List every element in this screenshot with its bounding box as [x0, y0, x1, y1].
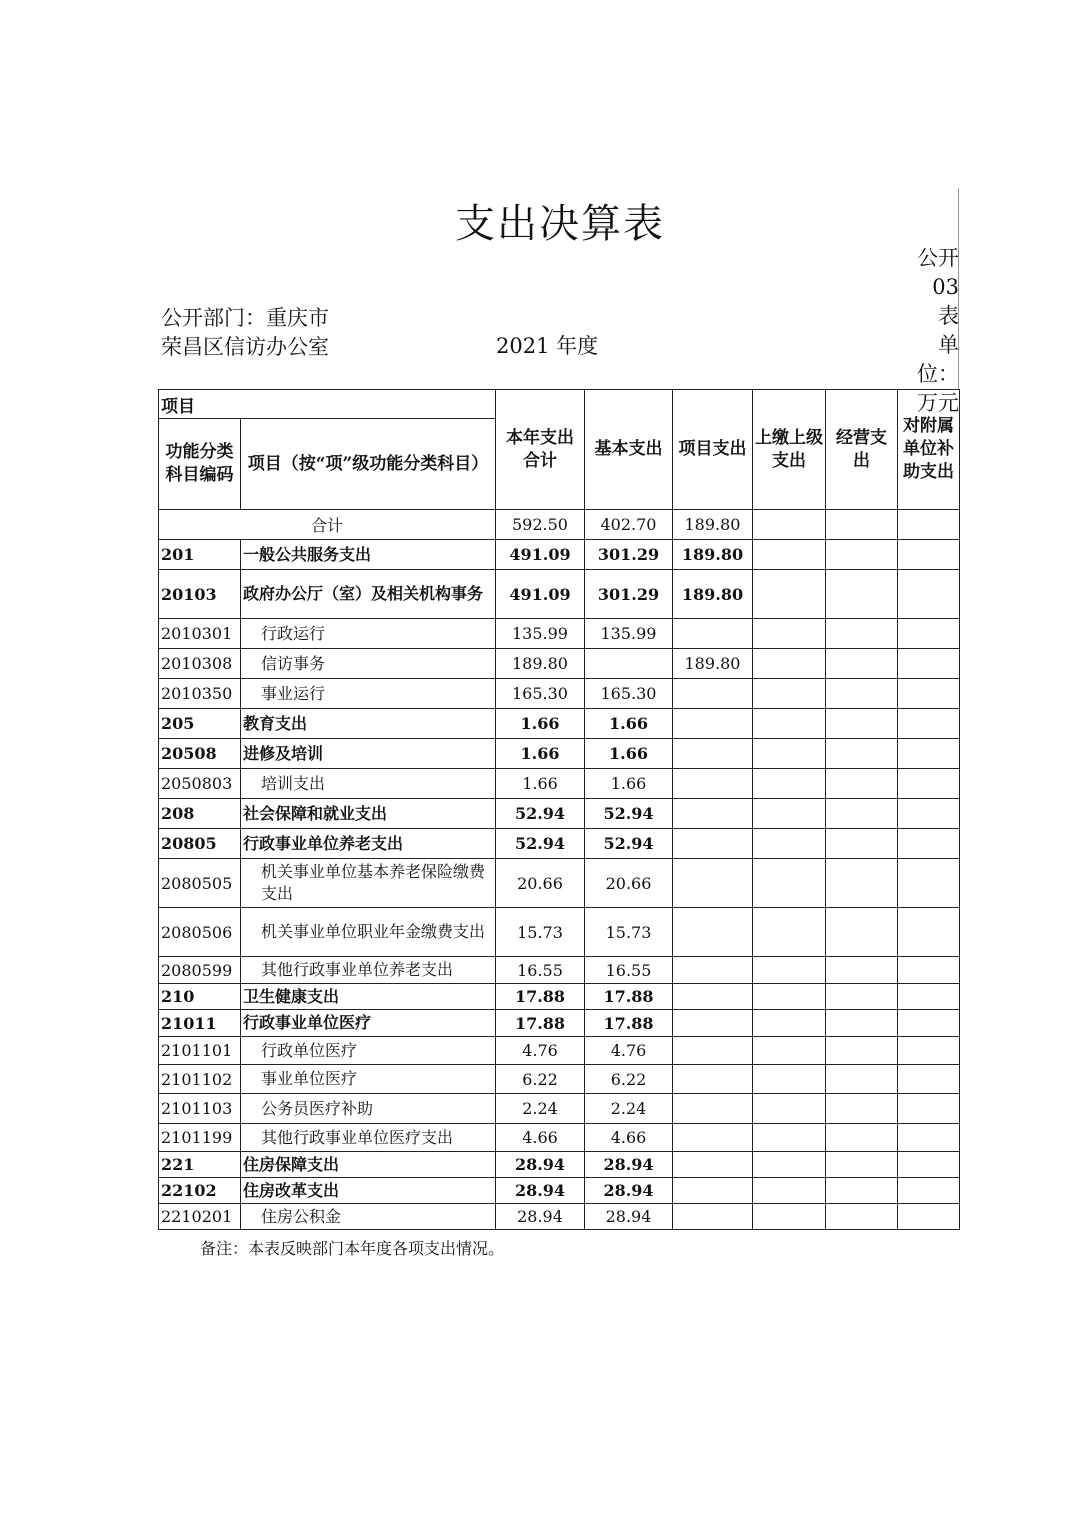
- row-business: [826, 957, 898, 984]
- row-project: 189.80: [673, 540, 753, 570]
- row-subsidy: [898, 540, 960, 570]
- row-code: 2010301: [159, 619, 241, 649]
- row-project: [673, 1152, 753, 1178]
- row-upper: [753, 1204, 826, 1230]
- footnote: 备注：本表反映部门本年度各项支出情况。: [200, 1239, 505, 1258]
- header-project: 项目: [159, 390, 496, 419]
- table-row: [159, 984, 960, 1010]
- row-project: [673, 829, 753, 859]
- row-code: 205: [159, 709, 241, 739]
- row-upper: [753, 540, 826, 570]
- row-code: 2101199: [159, 1124, 241, 1152]
- row-subsidy: [898, 1094, 960, 1124]
- row-project: [673, 1037, 753, 1065]
- row-upper: [753, 739, 826, 769]
- row-project: [673, 859, 753, 908]
- row-code: 2080505: [159, 859, 241, 908]
- row-basic: 165.30: [585, 679, 673, 709]
- row-upper: [753, 709, 826, 739]
- row-basic: 52.94: [585, 799, 673, 829]
- row-code: 2080506: [159, 908, 241, 957]
- table-row: [159, 709, 960, 739]
- row-code: 2101101: [159, 1037, 241, 1065]
- row-project: [673, 1094, 753, 1124]
- row-total: 135.99: [496, 619, 585, 649]
- row-subsidy: [898, 709, 960, 739]
- row-upper: [753, 1010, 826, 1037]
- table-row: [159, 908, 960, 957]
- row-subsidy: [898, 1010, 960, 1037]
- row-project: [673, 957, 753, 984]
- row-project: [673, 769, 753, 799]
- row-upper: [753, 829, 826, 859]
- table-row: [159, 1094, 960, 1124]
- row-upper: [753, 984, 826, 1010]
- row-total: 189.80: [496, 649, 585, 679]
- row-subsidy: [898, 769, 960, 799]
- row-name: 其他行政事业单位养老支出: [241, 957, 496, 984]
- row-subsidy: [898, 649, 960, 679]
- row-total: 17.88: [496, 984, 585, 1010]
- row-total: 17.88: [496, 1010, 585, 1037]
- row-total: 4.76: [496, 1037, 585, 1065]
- row-code: 210: [159, 984, 241, 1010]
- row-code: 2080599: [159, 957, 241, 984]
- row-name: 社会保障和就业支出: [241, 799, 496, 829]
- row-business: [826, 1010, 898, 1037]
- row-project: 189.80: [673, 649, 753, 679]
- form-no-line-2: 03 表: [932, 275, 959, 328]
- row-business: [826, 1178, 898, 1204]
- row-total: 16.55: [496, 957, 585, 984]
- row-basic: 135.99: [585, 619, 673, 649]
- row-total: 28.94: [496, 1178, 585, 1204]
- row-total: 28.94: [496, 1152, 585, 1178]
- row-name: 行政事业单位医疗: [241, 1010, 496, 1037]
- expenditure-table: [158, 389, 960, 1230]
- table-row: [159, 859, 960, 908]
- row-business: [826, 859, 898, 908]
- row-project: [673, 1010, 753, 1037]
- row-total: 1.66: [496, 709, 585, 739]
- row-subsidy: [898, 1152, 960, 1178]
- table-row: [159, 1178, 960, 1204]
- header-code: 功能分类科目编码: [159, 419, 241, 510]
- header-total: 本年支出合计: [496, 390, 585, 510]
- row-code: 201: [159, 540, 241, 570]
- row-business: [826, 984, 898, 1010]
- table-row: [159, 1065, 960, 1094]
- row-subsidy: [898, 1178, 960, 1204]
- total-upper: [753, 510, 826, 540]
- form-no-line-1: 公开: [917, 246, 959, 270]
- row-basic: 301.29: [585, 540, 673, 570]
- row-business: [826, 619, 898, 649]
- total-row: [159, 510, 960, 540]
- header-upper: 上缴上级支出: [753, 390, 826, 510]
- row-upper: [753, 769, 826, 799]
- row-total: 52.94: [496, 829, 585, 859]
- row-upper: [753, 908, 826, 957]
- row-name: 行政事业单位养老支出: [241, 829, 496, 859]
- total-basic: 402.70: [585, 510, 673, 540]
- row-project: [673, 739, 753, 769]
- row-code: 2210201: [159, 1204, 241, 1230]
- row-code: 22102: [159, 1178, 241, 1204]
- row-basic: 28.94: [585, 1178, 673, 1204]
- row-name: 机关事业单位职业年金缴费支出: [241, 908, 496, 957]
- unit-line-2: 位：: [917, 362, 959, 386]
- row-upper: [753, 799, 826, 829]
- row-basic: 301.29: [585, 570, 673, 619]
- row-name: 教育支出: [241, 709, 496, 739]
- unit-line-3: 万元: [917, 391, 959, 415]
- row-business: [826, 1065, 898, 1094]
- row-total: 4.66: [496, 1124, 585, 1152]
- row-business: [826, 799, 898, 829]
- total-subsidy: [898, 510, 960, 540]
- row-name: 公务员医疗补助: [241, 1094, 496, 1124]
- row-name: 行政运行: [241, 619, 496, 649]
- header-project-exp: 项目支出: [673, 390, 753, 510]
- row-upper: [753, 1124, 826, 1152]
- row-total: 20.66: [496, 859, 585, 908]
- row-code: 20508: [159, 739, 241, 769]
- row-basic: 1.66: [585, 739, 673, 769]
- row-basic: 15.73: [585, 908, 673, 957]
- row-name: 机关事业单位基本养老保险缴费支出: [241, 859, 496, 908]
- row-subsidy: [898, 908, 960, 957]
- row-name: 培训支出: [241, 769, 496, 799]
- row-name: 信访事务: [241, 649, 496, 679]
- row-project: [673, 984, 753, 1010]
- row-business: [826, 908, 898, 957]
- table-row: [159, 1204, 960, 1230]
- row-total: 491.09: [496, 570, 585, 619]
- row-basic: 52.94: [585, 829, 673, 859]
- row-total: 52.94: [496, 799, 585, 829]
- row-basic: 16.55: [585, 957, 673, 984]
- row-code: 208: [159, 799, 241, 829]
- row-project: [673, 1178, 753, 1204]
- row-code: 20805: [159, 829, 241, 859]
- row-subsidy: [898, 957, 960, 984]
- row-basic: 6.22: [585, 1065, 673, 1094]
- row-project: 189.80: [673, 570, 753, 619]
- row-business: [826, 1094, 898, 1124]
- row-upper: [753, 1065, 826, 1094]
- row-name: 事业单位医疗: [241, 1065, 496, 1094]
- row-business: [826, 829, 898, 859]
- row-subsidy: [898, 1065, 960, 1094]
- row-basic: 2.24: [585, 1094, 673, 1124]
- row-project: [673, 619, 753, 649]
- header-subsidy: 对附属单位补助支出: [898, 390, 960, 510]
- row-name: 进修及培训: [241, 739, 496, 769]
- table-row: [159, 619, 960, 649]
- table-row: [159, 1010, 960, 1037]
- row-subsidy: [898, 739, 960, 769]
- row-name: 一般公共服务支出: [241, 540, 496, 570]
- row-subsidy: [898, 1037, 960, 1065]
- row-total: 15.73: [496, 908, 585, 957]
- row-code: 20103: [159, 570, 241, 619]
- row-business: [826, 769, 898, 799]
- row-business: [826, 540, 898, 570]
- row-name: 其他行政事业单位医疗支出: [241, 1124, 496, 1152]
- row-subsidy: [898, 619, 960, 649]
- total-total: 592.50: [496, 510, 585, 540]
- row-name: 住房公积金: [241, 1204, 496, 1230]
- row-basic: 17.88: [585, 984, 673, 1010]
- table-row: [159, 957, 960, 984]
- row-subsidy: [898, 679, 960, 709]
- row-code: 2101102: [159, 1065, 241, 1094]
- row-total: 1.66: [496, 769, 585, 799]
- row-total: 2.24: [496, 1094, 585, 1124]
- row-code: 2050803: [159, 769, 241, 799]
- row-subsidy: [898, 859, 960, 908]
- row-project: [673, 799, 753, 829]
- row-business: [826, 1152, 898, 1178]
- department-label: 公开部门：重庆市荣昌区信访办公室: [161, 306, 329, 359]
- row-business: [826, 709, 898, 739]
- table-row: [159, 829, 960, 859]
- row-upper: [753, 679, 826, 709]
- row-subsidy: [898, 829, 960, 859]
- row-basic: 28.94: [585, 1204, 673, 1230]
- row-code: 221: [159, 1152, 241, 1178]
- table-row: [159, 799, 960, 829]
- row-business: [826, 739, 898, 769]
- table-row: [159, 739, 960, 769]
- row-upper: [753, 1178, 826, 1204]
- table-row: [159, 570, 960, 619]
- row-subsidy: [898, 1124, 960, 1152]
- row-business: [826, 1124, 898, 1152]
- table-row: [159, 1124, 960, 1152]
- total-label: 合计: [159, 510, 496, 540]
- row-business: [826, 679, 898, 709]
- header-basic: 基本支出: [585, 390, 673, 510]
- row-basic: 17.88: [585, 1010, 673, 1037]
- table-row: [159, 679, 960, 709]
- row-name: 住房改革支出: [241, 1178, 496, 1204]
- row-basic: 28.94: [585, 1152, 673, 1178]
- row-subsidy: [898, 984, 960, 1010]
- row-basic: 4.76: [585, 1037, 673, 1065]
- row-project: [673, 1204, 753, 1230]
- row-upper: [753, 1094, 826, 1124]
- row-basic: 1.66: [585, 709, 673, 739]
- row-total: 491.09: [496, 540, 585, 570]
- row-total: 165.30: [496, 679, 585, 709]
- year-label: 2021 年度: [496, 334, 599, 358]
- row-project: [673, 1065, 753, 1094]
- row-upper: [753, 1037, 826, 1065]
- row-basic: 4.66: [585, 1124, 673, 1152]
- row-total: 1.66: [496, 739, 585, 769]
- row-total: 28.94: [496, 1204, 585, 1230]
- table-row: [159, 769, 960, 799]
- row-upper: [753, 859, 826, 908]
- table-row: [159, 1152, 960, 1178]
- row-upper: [753, 570, 826, 619]
- row-code: 2101103: [159, 1094, 241, 1124]
- row-total: 6.22: [496, 1065, 585, 1094]
- row-business: [826, 1204, 898, 1230]
- row-business: [826, 1037, 898, 1065]
- header-name: 项目（按“项”级功能分类科目）: [241, 419, 496, 510]
- row-upper: [753, 649, 826, 679]
- row-project: [673, 709, 753, 739]
- row-project: [673, 679, 753, 709]
- row-basic: 20.66: [585, 859, 673, 908]
- row-basic: 1.66: [585, 769, 673, 799]
- row-code: 2010350: [159, 679, 241, 709]
- total-business: [826, 510, 898, 540]
- row-upper: [753, 619, 826, 649]
- row-name: 事业运行: [241, 679, 496, 709]
- row-basic: [585, 649, 673, 679]
- row-business: [826, 649, 898, 679]
- unit-line-1: 单: [938, 333, 959, 357]
- page-title: 支出决算表: [455, 201, 665, 247]
- table-row: [159, 649, 960, 679]
- row-name: 卫生健康支出: [241, 984, 496, 1010]
- row-upper: [753, 957, 826, 984]
- row-name: 行政单位医疗: [241, 1037, 496, 1065]
- total-project: 189.80: [673, 510, 753, 540]
- row-project: [673, 1124, 753, 1152]
- table-row: [159, 540, 960, 570]
- row-subsidy: [898, 799, 960, 829]
- row-name: 政府办公厅（室）及相关机构事务: [241, 570, 496, 619]
- row-name: 住房保障支出: [241, 1152, 496, 1178]
- row-subsidy: [898, 570, 960, 619]
- row-business: [826, 570, 898, 619]
- row-project: [673, 908, 753, 957]
- header-business: 经营支出: [826, 390, 898, 510]
- row-subsidy: [898, 1204, 960, 1230]
- row-code: 21011: [159, 1010, 241, 1037]
- table-row: [159, 1037, 960, 1065]
- row-upper: [753, 1152, 826, 1178]
- row-code: 2010308: [159, 649, 241, 679]
